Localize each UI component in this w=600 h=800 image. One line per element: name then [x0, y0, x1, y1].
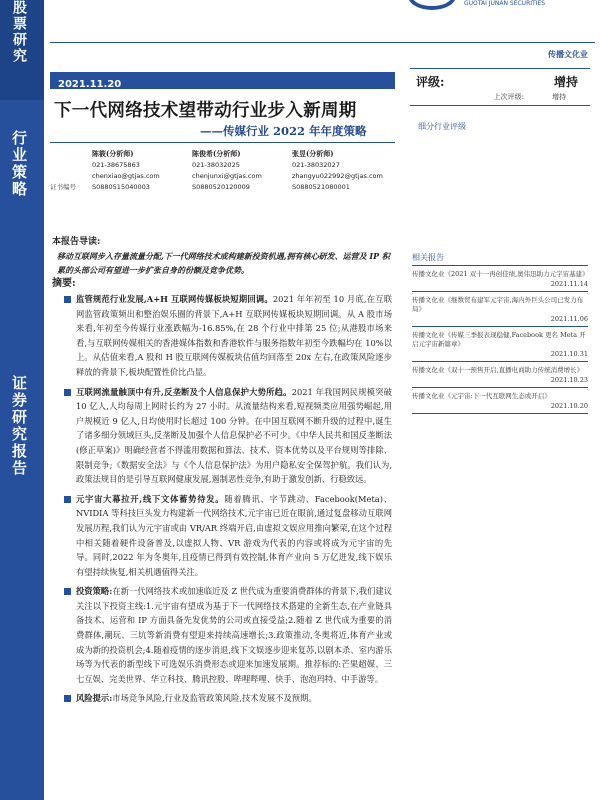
- guide-text: 移动互联网步入存量流量分配,下一代网络技术或构建新投资机遇,拥有核心研发、运营及 IP 积累的头部公司有望进一步扩张自身的份额及竞争优势。: [57, 251, 390, 275]
- analyst-name: 张昱(分析师): [292, 148, 334, 158]
- related-report-date: 2021.10.20: [412, 402, 588, 414]
- related-report-item[interactable]: [412, 331, 588, 362]
- previous-rating-row: [410, 90, 590, 102]
- bullet-body: 随着腾讯、字节跳动、Facebook(Meta)、NVIDIA 等科技巨头发力构建新一代网络技术,元宇宙已近在眼前,通过复盘移动互联网发展历程,我们认为元宇宙或由 VR/AR 终端开启,由虚拟文娱应用推向繁荣,在这个过程中相关随着硬件设备普及,以虚拟人物、VR 游戏为代表的内容或将成为元宇宙的先导。同时,2022 年为冬奥年,且疫情已得到有效控制,体育产业向 5 万亿进发,线下娱乐有望持续恢复,相关机遇值得关注。: [76, 493, 393, 577]
- analyst-phones-row: [50, 159, 395, 170]
- analyst-names-row: [50, 148, 395, 159]
- logo-text: GUOTAI JUNAN SECURITIES: [464, 0, 546, 7]
- report-title: 下一代网络技术望带动行业步入新周期: [54, 101, 357, 121]
- analyst-email[interactable]: zhangyu022992@gtjas.com: [292, 171, 383, 180]
- analyst-phone: 021-38675863: [92, 160, 140, 169]
- sidebar: [0, 0, 44, 800]
- analyst-cert: S0880515040003: [92, 182, 150, 191]
- related-report-item[interactable]: [412, 270, 588, 292]
- summary-bullet: [52, 385, 392, 487]
- rating-box: [410, 68, 590, 106]
- date-bar: [50, 72, 395, 89]
- related-report-title: 传播文化业《传媒三季报表现稳健,Facebook 更名 Meta 开启元宇宙新篇章》: [412, 331, 586, 348]
- bullet-heading: 互联网流量触顶中有升,反垄断及个人信息保护大势所趋。: [76, 386, 292, 397]
- report-subtitle: ——传媒行业 2022 年年度策略: [200, 124, 367, 138]
- analyst-block: [50, 148, 395, 192]
- rating-value: 增持: [553, 75, 578, 89]
- analyst-name: 陈筱(分析师): [92, 148, 134, 158]
- analyst-cert: S0880520120009: [192, 182, 250, 191]
- analyst-divider: [50, 142, 395, 143]
- bullet-body: 2021 年我国网民规模突破 10 亿人,人均每周上网时长约为 27 小时。从流量结构来看,短视频类应用强势崛起,用户规模近 9 亿人,日均使用时长超过 100 分钟。在中国互联网不断升级的过程中,诞生了诸多细分领域巨头,反垄断及加强个人信息保护必不可少。《中华人民共和国反垄断法(修正草案)》明确经营者不得滥用数据和算法、技术、资本优势以及平台规则等排除、限制竞争;《数据安全法》与《个人信息保护法》为用户隐私安全保驾护航。我们认为,政策法规目的是引导互联网健康发展,遏制恶性竞争,有助于激发创新、行稳致远。: [76, 386, 392, 485]
- analyst-phone: 021-38032027: [292, 160, 340, 169]
- related-report-item[interactable]: [412, 296, 588, 327]
- bullet-heading: 投资策略:: [76, 586, 113, 597]
- bullet-heading: 监管规范行业发展,A+H 互联网传媒板块短期回调。: [76, 294, 273, 304]
- guide-title: 本报告导读:: [52, 237, 101, 247]
- previous-rating-value: 增持: [552, 93, 566, 101]
- analyst-email[interactable]: chenjunxi@gtjas.com: [192, 171, 262, 180]
- related-report-item[interactable]: [412, 392, 588, 414]
- analyst-certs-row: [50, 181, 395, 192]
- bullet-body: 2021 年年初至 10 月底,在互联网监管政策频出和整治娱乐圈的背景下,A+H 互联网传媒板块短期回调。从 A 股市场来看,年初至今传媒行业涨跌幅为-16.85%,在 28 个行业中排第 25 位;从港股市场来看,与互联网传媒相关的香港媒体指数和香港软件与服务指数年初至今跌幅均在 10%以上。从估值来看,A 股和 H 股互联网传媒板块估值均回落至 20x 左右,在政策风险逐步释放的背景下,板块配置性价比凸显。: [76, 294, 392, 377]
- related-report-date: 2021.10.31: [412, 350, 588, 362]
- summary-bullet: [52, 492, 392, 580]
- related-report-title: 传播文化业《2021 双十一再创佳绩,奥伟迅助力元宇宙基建》: [412, 270, 589, 278]
- related-report-title: 传播文化业《继数贸布建军元宇宙,海内外巨头公司已发力布局》: [412, 296, 584, 313]
- related-report-date: 2021.11.06: [412, 315, 588, 327]
- report-date: 2021.11.20: [58, 79, 122, 90]
- summary-title: 摘要:: [52, 278, 76, 289]
- report-body: [52, 236, 392, 706]
- sidebar-label-securities-report: 证券研究报告: [10, 375, 28, 477]
- summary-bullet: [52, 292, 392, 380]
- logo-arc-icon: [408, 0, 456, 10]
- analyst-emails-row: [50, 170, 395, 181]
- header-divider: [50, 42, 595, 43]
- analyst-cert: S0880521080001: [292, 182, 350, 191]
- rating-row: [410, 69, 590, 90]
- previous-rating-label: 上次评级:: [493, 93, 524, 101]
- related-report-date: 2021.11.14: [412, 280, 588, 292]
- cert-label: 证书编号: [50, 183, 76, 191]
- related-report-title: 传播文化业《双十一预售开启,直播电商助力传统消费增长》: [412, 366, 584, 374]
- sidebar-label-industry-strategy: 行业策略: [10, 130, 28, 198]
- rating-label: 评级:: [416, 75, 445, 89]
- related-reports: [412, 252, 588, 414]
- related-reports-header: 相关报告: [412, 252, 588, 266]
- sub-industry-rating-label: 细分行业评级: [418, 122, 466, 131]
- industry-label: 传播文化业: [548, 49, 588, 59]
- related-report-item[interactable]: [412, 366, 588, 388]
- summary-bullet: [52, 584, 392, 686]
- bullet-heading: 风险提示:: [76, 693, 113, 704]
- analyst-phone: 021-38032025: [192, 160, 240, 169]
- bullet-heading: 元宇宙大幕拉开,线下文体蓄势待发。: [76, 493, 225, 504]
- sidebar-label-stock-research: 股票研究: [11, 0, 27, 64]
- related-report-date: 2021.10.23: [412, 376, 588, 388]
- analyst-name: 陈俊希(分析师): [192, 148, 241, 158]
- company-logo: [408, 0, 600, 14]
- bullet-body: 市场竞争风险,行业及监管政策风险,技术发展不及预期。: [112, 693, 317, 704]
- summary-bullet: [52, 691, 392, 706]
- analyst-email[interactable]: chenxiao@gtjas.com: [92, 171, 160, 180]
- bullet-body: 在新一代网络技术或加速临近及 Z 世代成为重要消费群体的背景下,我们建议关注以下投资主线:1.元宇宙有望成为基于下一代网络技术搭建的全新生态,在产业链具备技术、运营和 IP 方面具备先发优势的公司或直接受益;2.随着 Z 世代成为重要的消费群体,潮玩、三坑等新消费有望迎来持续高速增长;3.政策推动,冬奥将近,体育产业或成为新的投资机会;4.随着疫情的逐步消退,线下文娱逐步迎来复苏,以剧本杀、室内游乐场等为代表的新型线下可选娱乐消费形态或迎来加速发展期。推荐标的:芒果超媒、三七互娱、完美世界、华立科技、腾讯控股、哔哩哔哩、快手、泡泡玛特、中手游等。: [76, 586, 392, 684]
- related-report-title: 传播文化业《元宇宙:下一代互联网生态或开启》: [412, 392, 551, 400]
